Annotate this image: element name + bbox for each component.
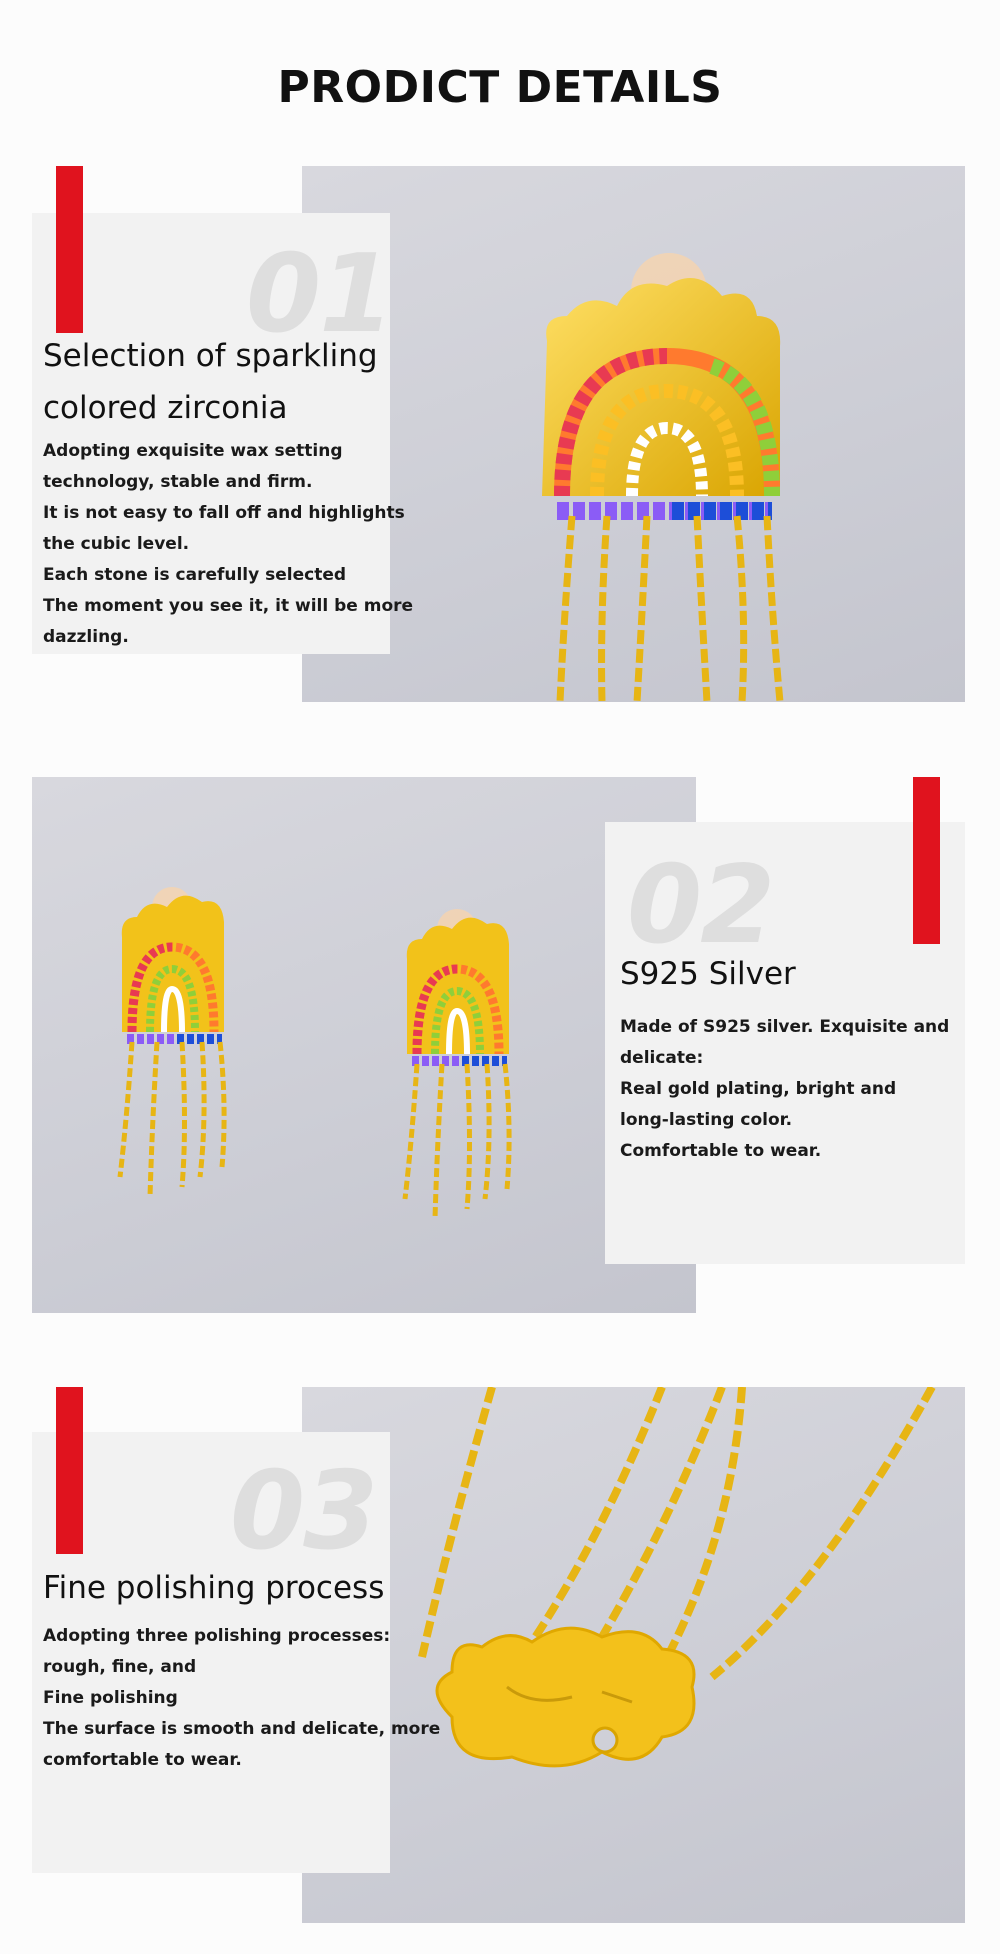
section-description: [43, 436, 413, 653]
description-line: It is not easy to fall off and highlights: [43, 503, 405, 523]
description-line: Made of S925 silver. Exquisite and: [620, 1017, 950, 1037]
description-line: long-lasting color.: [620, 1110, 793, 1130]
description-line: the cubic level.: [43, 534, 190, 554]
feature-card-01: [32, 213, 414, 654]
page-title: PRODICT DETAILS: [277, 62, 723, 113]
description-line: The moment you see it, it will be more: [43, 596, 414, 616]
description-line: comfortable to wear.: [43, 1750, 242, 1770]
description-line: Real gold plating, bright and: [620, 1079, 897, 1099]
description-line: Adopting three polishing processes:: [43, 1626, 391, 1646]
description-line: delicate:: [620, 1048, 704, 1068]
description-line: Comfortable to wear.: [620, 1141, 822, 1161]
accent-bar: [913, 777, 940, 944]
section-heading: [43, 1562, 384, 1614]
section-heading: [620, 948, 796, 1000]
description-line: The surface is smooth and delicate, more: [43, 1719, 441, 1739]
heading-line: Selection of sparkling: [43, 338, 378, 374]
description-line: rough, fine, and: [43, 1657, 197, 1677]
feature-card-03: [32, 1432, 441, 1873]
description-line: Fine polishing: [43, 1688, 178, 1708]
section-heading: [43, 330, 378, 434]
description-line: Adopting exquisite wax setting: [43, 441, 343, 461]
accent-bar: [56, 166, 83, 333]
section-description: [43, 1621, 440, 1776]
feature-card-02: [605, 822, 965, 1264]
section-number: 03: [230, 1449, 377, 1574]
earring-pair-photo: [32, 777, 696, 1313]
heading-line: colored zirconia: [43, 390, 288, 426]
section-description: [620, 1012, 949, 1167]
section-number: 02: [627, 843, 774, 968]
description-line: dazzling.: [43, 627, 129, 647]
accent-bar: [56, 1387, 83, 1554]
heading-line: S925 Silver: [620, 956, 796, 992]
description-line: Each stone is carefully selected: [43, 565, 347, 585]
description-line: technology, stable and firm.: [43, 472, 313, 492]
heading-line: Fine polishing process: [43, 1570, 385, 1606]
section-number: 01: [246, 232, 393, 357]
